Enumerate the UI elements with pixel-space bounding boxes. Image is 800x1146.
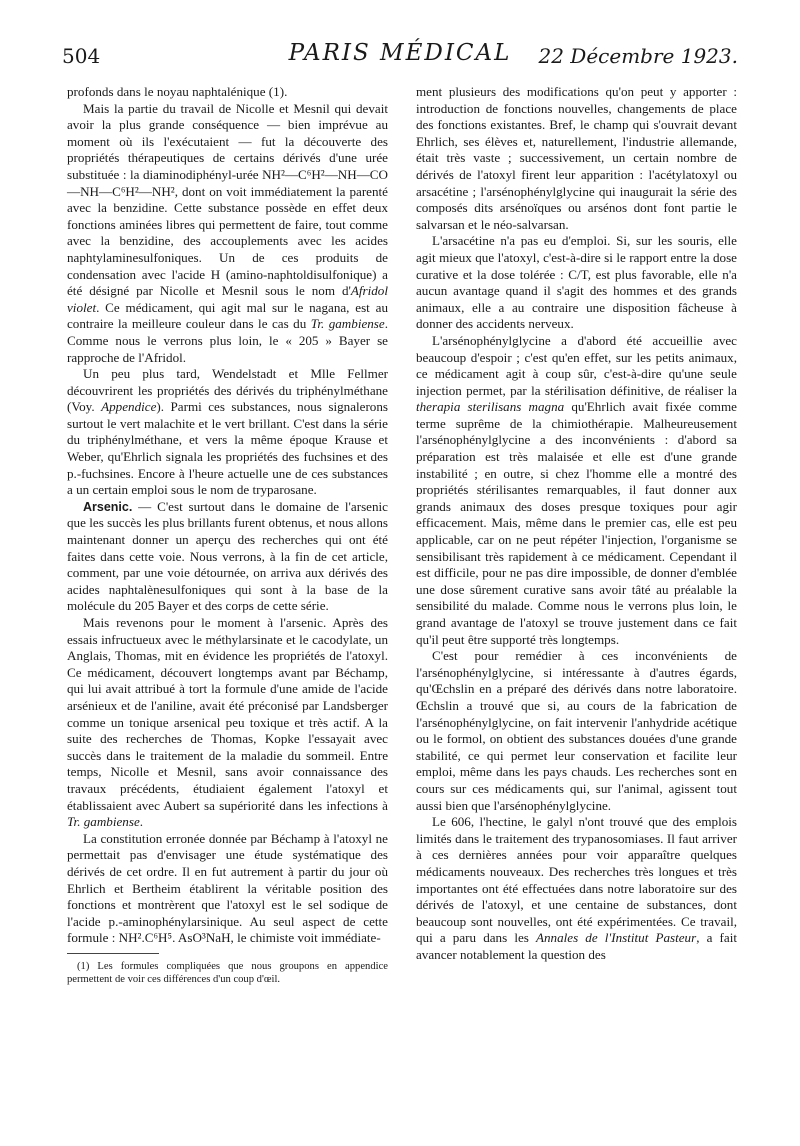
paragraph: Mais la partie du travail de Nicolle et Mesnil qui devait avoir la plus grande conséquence — bien imprévue au moment où ils l'exécutaient — fut la découverte des propriétés thérapeutiques de certains dérivés d'une urée substituée : la diaminodiphényl-urée NH²—C⁶H²—NH—CO—NH—C⁶H²—NH², dont on voit immédiatement la parenté avec la benzidine. Cette substance possède en effet deux fonctions aminées libres qui permettent de faire, tout comme avec la benzidine, des accouplements avec les acides naphtylaminesulfoniques. Un de ces produits de condensation avec l'acide H (amino-naphtoldisulfonique) a été désigné par Nicolle et Mesnil sous le nom d'Afridol violet. Ce médicament, qui agit mal sur le nagana, est au contraire la meilleure couleur dans le cas du Tr. gambiense. Comme nous le verrons plus loin, le « 205 » Bayer se rapproche de l'Afridol. [67,100,388,365]
paragraph: Le 606, l'hectine, le galyl n'ont trouvé que des emplois limités dans le traitement des trypanosomiases. Il faut arriver à ces dernières années pour voir apparaître quelques médicaments nouveaux. Des recherches très longues et très importantes ont été effectuées dans notre laboratoire sur des dérivés de l'atoxyl, et une centaine de substances, dont beaucoup sont nouvelles, ont été expérimentées. Ce travail, qui a paru dans les Annales de l'Institut Pasteur, a fait avancer notablement la question des [416,814,737,962]
section-heading-arsenic: Arsenic. [83,499,133,514]
paragraph: Un peu plus tard, Wendelstadt et Mlle Fellmer découvrirent les propriétés des dérivés du triphénylméthane (Voy. Appendice). Parmi ces substances, nous signalerons surtout le vert malachite et le vert brillant. C'est dans la série du triphénylméthane, et vers la même époque Krause et Weber, qu'Ehrlich signala les propriétés des fuchsines et des p.-fuchsines. Encore à l'heure actuelle une de ces substances a un certain emploi sous le nom de tryparosane. [67,366,388,498]
paragraph: L'arsénophénylglycine a d'abord été accueillie avec beaucoup d'espoir ; c'est qu'en effet, sur les petits animaux, ce médicament agit à coup sûr, c'est-à-dire qu'une seule injection permet, par la stérilisation définitive, de réaliser la therapia sterilisans magna qu'Ehrlich avait fixée comme terme suprême de la chimiothérapie. Malheureusement l'arsénophénylglycine a des inconvénients : d'abord sa préparation est très malaisée et elle est d'une grande instabilité ; en outre, si chez l'homme elle a montré des propriétés stérilisantes remarquables, il faut donner aux grands animaux des doses presque toxiques pour agir efficacement. Mais, même dans le premier cas, elle est peu applicable, car on ne peut répéter l'injection, l'organisme se sensibilisant très rapidement à ce médicament. Cependant il est difficile, pour ne pas dire impossible, de donner d'emblée une dose sûrement curative sans avoir tâté au préalable la sensibilité du malade. Comme nous le verrons plus loin, le grand avantage de l'atoxyl se trouve justement dans ce fait qu'il peut être supporté très longtemps. [416,332,737,647]
paragraph: Arsenic. — C'est surtout dans le domaine de l'arsenic que les succès les plus brillants furent obtenus, et nous allons maintenant donner un aperçu des recherches qui ont été faites dans cette voie. Nous verrons, à la fin de cet article, comment, par une voie détournée, on arriva aux dérivés des acides naphtalènesulfoniques qui sont à la base de la molécule du 205 Bayer et des corps de cette série. [67,498,388,614]
running-title: PARIS MÉDICAL [288,40,512,66]
paragraph: L'arsacétine n'a pas eu d'emploi. Si, sur les souris, elle agit mieux que l'atoxyl, c'est-à-dire si le rapport entre la dose curative et la dose tolérée : C/T, est plus favorable, elle n'a aucun avantage quand il s'agit des hommes et des grands animaux, elle a au contraire une disposition fâcheuse à donner des accidents nerveux. [416,233,737,332]
footnote: (1) Les formules compliquées que nous groupons en appendice permettent de voir ces différences d'un coup d'œil. [67,960,388,986]
footnote-rule [67,953,159,954]
paragraph: C'est pour remédier à ces inconvénients de l'arsénophénylglycine, si intéressante à d'autres égards, qu'Œchslin en a préparé des dérivés dans notre laboratoire. Œchslin a trouvé que si, au cours de la fabrication de l'arsénophénylglycine, on fait intervenir l'anhydride acétique ou le formol, on obtient des substances douées d'une grande stabilité, ce qui permet leur conservation et facilite leur emploi, même dans les pays chauds. Les recherches sont en cours sur ces médicaments qui, sur l'animal, agissent tout aussi bien que l'arsénophénylglycine. [416,648,737,813]
right-column [416,84,737,963]
issue-date: 22 Décembre 1923. [538,44,738,68]
paragraph: Mais revenons pour le moment à l'arsenic. Après des essais infructueux avec le méthylarsinate et le cacodylate, un Anglais, Thomas, mit en évidence les propriétés de l'atoxyl. Ce médicament, découvert longtemps avant par Béchamp, qui lui avait attribué à tort la formule d'une amide de l'acide arsénieux et de l'aniline, avait été préconisé par Landsberger comme un tonique arsenical peu toxique et très actif. A la suite des recherches de Thomas, Kopke l'essayait avec succès dans le traitement de la maladie du sommeil. Entre temps, Nicolle et Mesnil, sans avoir connaissance des travaux précédents, étudiaient également l'atoxyl et établissaient avec Aubert sa supériorité dans les infections à Tr. gambiense. [67,615,388,830]
page-header [62,40,738,72]
left-column [67,84,388,987]
page-number: 504 [62,44,101,68]
paragraph: ment plusieurs des modifications qu'on peut y apporter : introduction de fonctions nouvelles, changements de place des fonctions existantes. Bref, le champ qui s'ouvrait devant Ehrlich, ses élèves et, naturellement, l'industrie allemande, était très vaste ; successivement, un certain nombre de dérivés de l'atoxyl firent leur apparition : l'acétylatoxyl ou arsacétine ; l'arsénophénylglycine qui inaugurait la série des composés dits arsénoïques ou arsénos dont font partie le salvarsan et le néo-salvarsan. [416,84,737,232]
paragraph: La constitution erronée donnée par Béchamp à l'atoxyl ne permettait pas d'envisager une étude systématique des dérivés de cet ordre. Il en fut autrement à partir du jour où Ehrlich et Bertheim établirent la véritable position des fonctions et montrèrent que l'atoxyl est le sel sodique de l'acide p.-aminophénylarsinique. Au seul aspect de cette formule : NH².C⁶H⁵. AsO³NaH, le chimiste voit immédiate- [67,830,388,946]
paragraph: profonds dans le noyau naphtalénique (1). [67,84,288,99]
